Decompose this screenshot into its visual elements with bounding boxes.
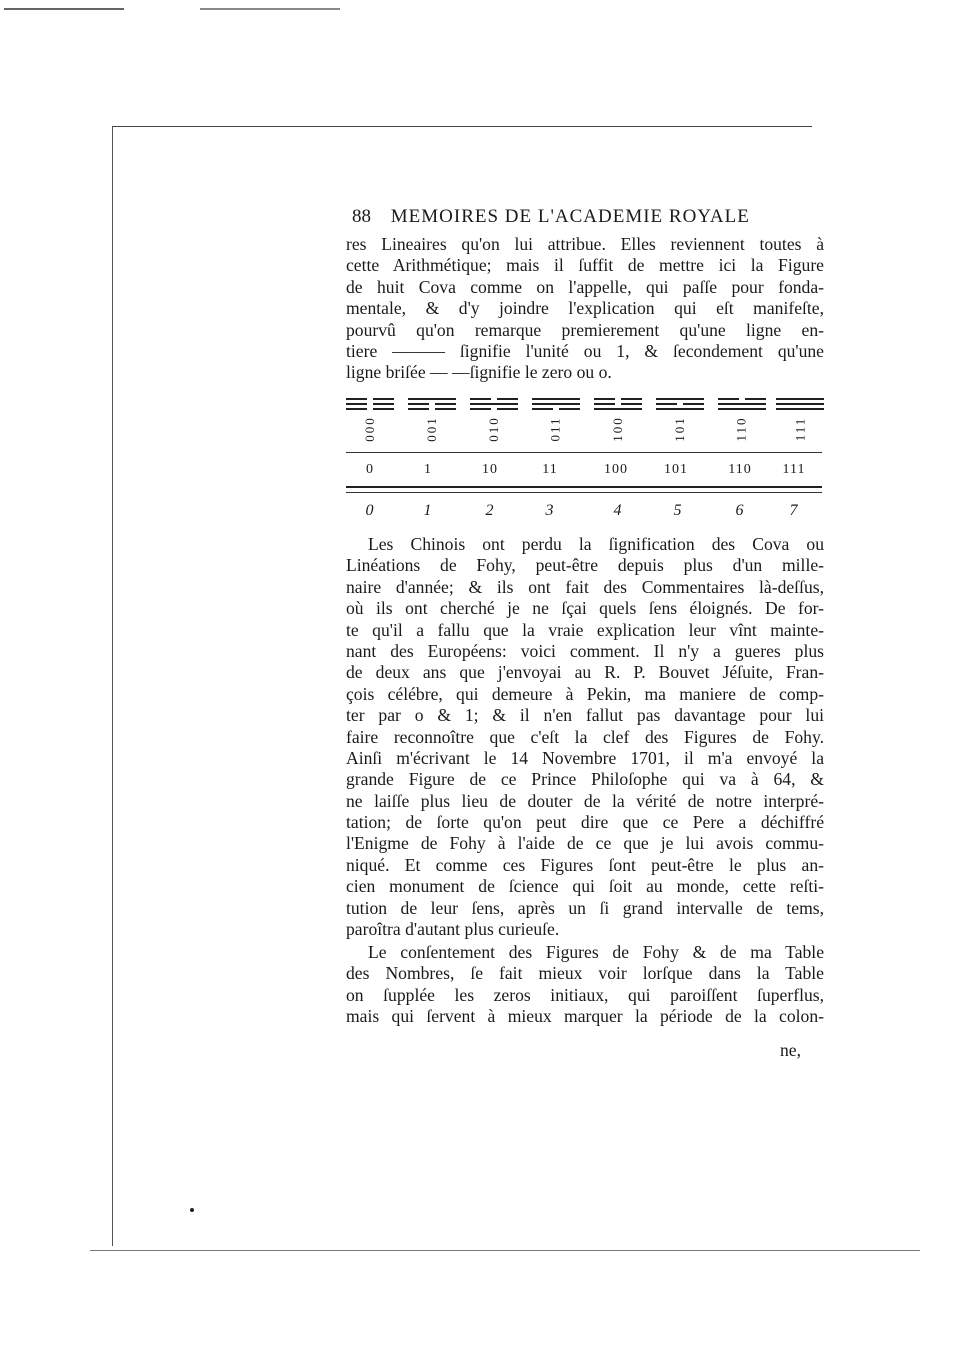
trigram-binary-label: 100 <box>610 416 625 442</box>
text-line: Ainſi m'écrivant le 14 Novembre 1701, il m'a envoyé la <box>346 747 824 768</box>
text-line: mais qui ſervent à mieux marquer la période de la colon- <box>346 1006 824 1027</box>
trigram-symbol <box>346 398 394 413</box>
trigram-binary-label: 010 <box>486 416 501 442</box>
decimal-value: 4 <box>613 502 623 519</box>
figure-rule <box>346 486 822 488</box>
paragraph-2 <box>346 534 824 940</box>
text-line: çois célébre, qui demeure à Pekin, ma maniere de comp- <box>346 683 824 704</box>
text-line: faire reconnoître que c'eſt la clef des Figures de Fohy. <box>346 726 824 747</box>
binary-value: 100 <box>604 462 628 477</box>
text-line: tation; de ſorte qu'on peut dire que ce Pere a déchiffré <box>346 812 824 833</box>
trigram-symbol <box>532 398 580 413</box>
ink-speck <box>190 1208 194 1212</box>
text-line: cette Arithmétique; mais il ſuffit de mettre ici la Figure <box>346 255 824 276</box>
text-line: pourvû qu'on remarque premierement qu'une ligne en- <box>346 319 824 340</box>
trigram-binary-label: 111 <box>791 416 807 442</box>
trigram-symbol <box>470 398 518 413</box>
catchword: ne, <box>780 1040 802 1060</box>
decimal-value: 3 <box>545 502 555 519</box>
text-line: res Lineaires qu'on lui attribue. Elles reviennent toutes à <box>346 234 824 254</box>
text-line: te qu'il a fallu que la vraie explication leur vînt mainte- <box>346 619 824 640</box>
text-line: ne laiſſe plus lieu de douter de la vérité de notre interpré- <box>346 790 824 811</box>
trigram-binary-label: 011 <box>548 416 563 442</box>
binary-value: 101 <box>664 462 688 477</box>
decimal-value: 7 <box>789 502 799 519</box>
decimal-value: 6 <box>735 502 745 519</box>
decimal-value: 2 <box>485 502 495 519</box>
text-line: des Nombres, ſe fait mieux voir lorſque dans la Table <box>346 963 824 984</box>
page-number: 88 <box>352 206 371 227</box>
text-line: on ſupplée les zeros initiaux, qui paroiſſent ſuperflus, <box>346 984 824 1005</box>
text-line: naire d'année; & ils ont fait des Commentaires là-deſſus, <box>346 576 824 597</box>
trigram-symbol <box>718 398 766 413</box>
text-line: tiere ——— ſignifie l'unité ou 1, & ſecondement qu'une <box>346 340 824 361</box>
text-line: l'Enigme de Fohy à l'aide de ce que je lui avois commu- <box>346 833 824 854</box>
decimal-value: 5 <box>673 502 683 519</box>
text-line: Linéations de Fohy, peut-être depuis plus d'un mille- <box>346 555 824 576</box>
trigram-binary-label: 101 <box>672 416 687 442</box>
text-line: Le conſentement des Figures de Fohy & de ma Table <box>368 942 824 962</box>
text-line: de deux ans que j'envoyai au R. P. Bouvet Jéſuite, Fran- <box>346 662 824 683</box>
text-line: Les Chinois ont perdu la ſignification des Cova ou <box>368 534 824 554</box>
page-frame-left <box>112 126 113 1246</box>
page-frame-top <box>112 126 812 127</box>
text-line: où ils ont cherché je ne ſçai quels ſens éloignés. De for- <box>346 598 824 619</box>
binary-value: 111 <box>782 462 806 477</box>
text-line: tution de leur ſens, après un ſi grand intervalle de tems, <box>346 897 824 918</box>
paragraph-3 <box>346 942 824 1028</box>
trigram-symbol <box>594 398 642 413</box>
trigram-binary-label: 000 <box>362 416 377 442</box>
binary-value: 10 <box>482 462 498 477</box>
text-line: mentale, & d'y joindre l'explication qui eſt manifeſte, <box>346 298 824 319</box>
text-line: niqué. Et comme ces Figures ſont peut-être le plus an- <box>346 854 824 875</box>
text-line: cien monument de ſcience qui ſoit au monde, cette reſti- <box>346 876 824 897</box>
figure-rule <box>346 492 822 493</box>
trigram-binary-label: 001 <box>424 416 439 442</box>
binary-value: 1 <box>424 462 432 477</box>
text-line: nant des Européens: voici comment. Il n'y a gueres plus <box>346 640 824 661</box>
decimal-value: 1 <box>423 502 433 519</box>
trigram-symbol <box>776 398 824 413</box>
scan-edge-top-left <box>4 8 124 10</box>
binary-value: 110 <box>728 462 752 477</box>
text-line: de huit Cova comme on l'appelle, qui paſſe pour fonda- <box>346 276 824 297</box>
running-header <box>352 206 782 228</box>
binary-value: 11 <box>542 462 558 477</box>
text-line: grande Figure de ce Prince Philoſophe qui va à 64, & <box>346 769 824 790</box>
binary-value: 0 <box>366 462 374 477</box>
text-line: ligne briſée — —ſignifie le zero ou o. <box>346 362 612 383</box>
trigram-symbol <box>408 398 456 413</box>
text-line: ter par o & 1; & il n'en fallut pas davantage pour lui <box>346 705 824 726</box>
decimal-value: 0 <box>365 502 375 519</box>
trigram-binary-label: 110 <box>734 416 749 442</box>
running-title: MEMOIRES DE L'ACADEMIE ROYALE <box>390 206 750 227</box>
cova-figure <box>340 398 824 528</box>
paragraph-1 <box>346 234 824 384</box>
text-line: paroîtra d'autant plus curieuſe. <box>346 919 560 940</box>
scan-edge-top-mid <box>200 8 340 10</box>
trigram-symbol <box>656 398 704 413</box>
page-frame-bottom <box>90 1250 920 1251</box>
figure-rule <box>346 452 822 453</box>
